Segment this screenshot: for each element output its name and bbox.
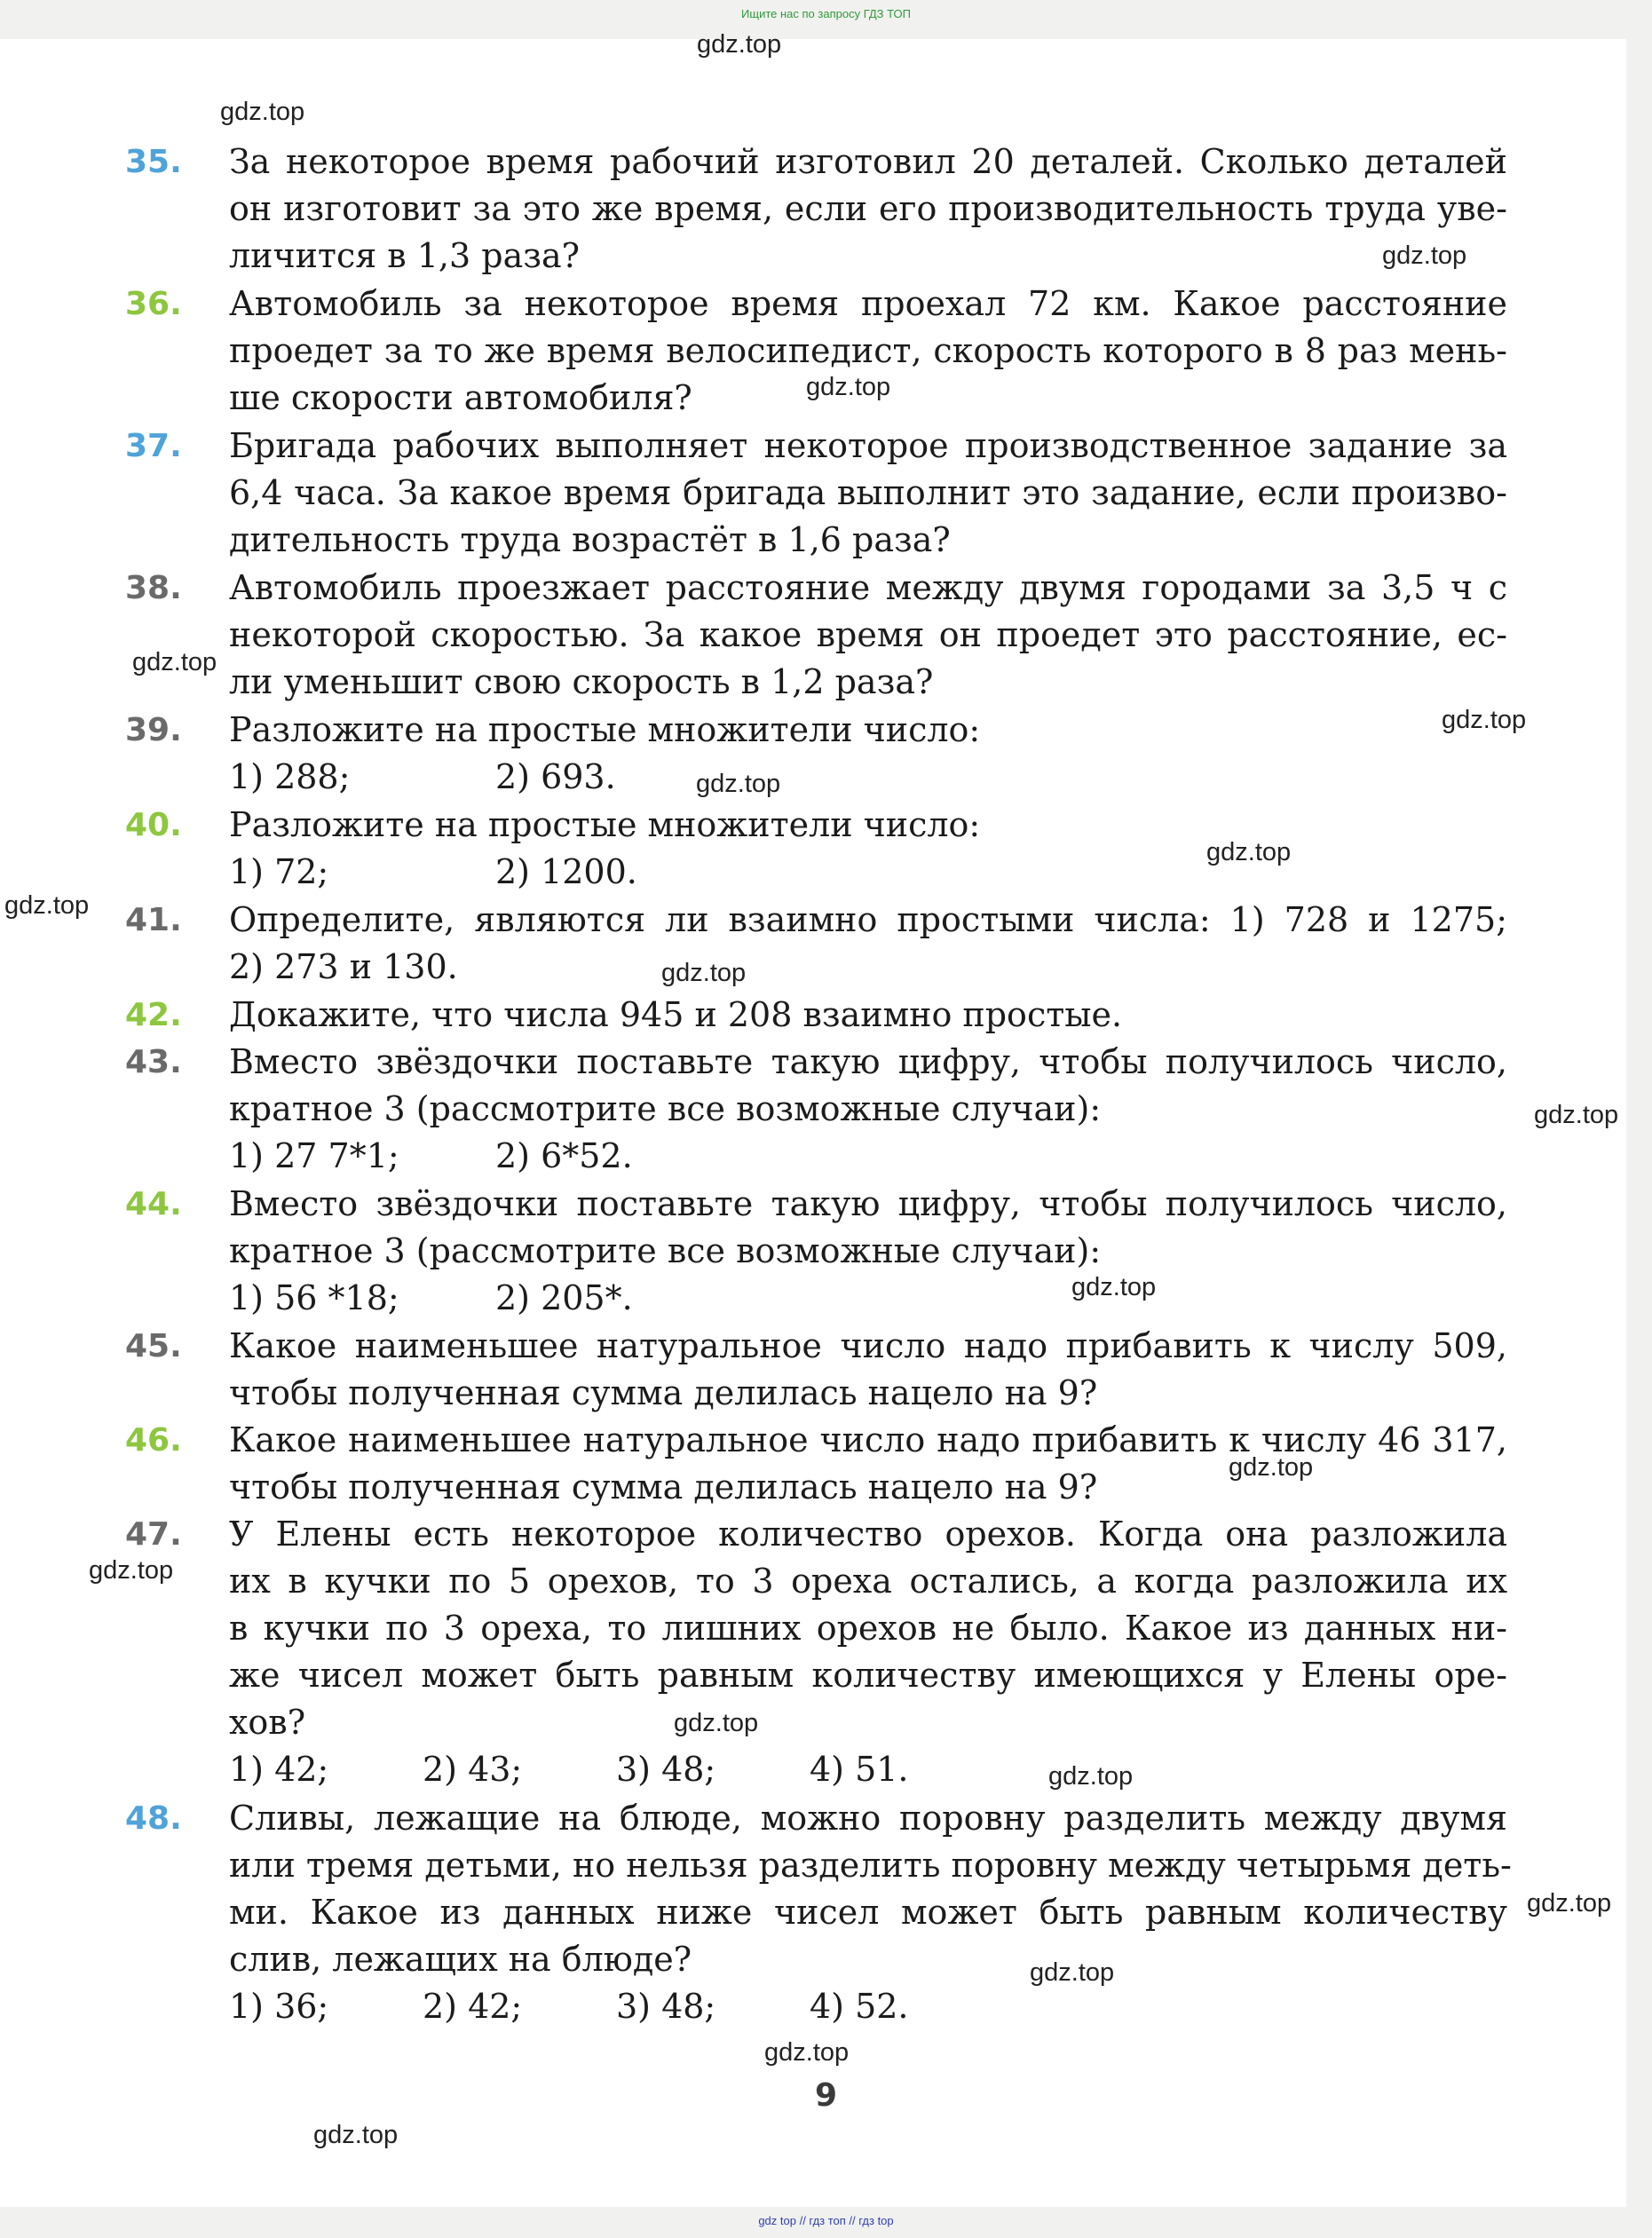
problem-line: Определите, являются ли взаимно простыми числа: 1) 728 и 1275; bbox=[229, 900, 1507, 939]
footer-note: gdz top // гдз топ // гдз top bbox=[758, 2214, 894, 2227]
watermark: gdz.top bbox=[806, 373, 891, 401]
problem-number: 36. bbox=[125, 286, 182, 322]
answer-option: 3) 48; bbox=[616, 1987, 716, 2026]
answer-option: 1) 72; bbox=[229, 852, 329, 891]
problem-number: 38. bbox=[125, 570, 182, 606]
watermark: gdz.top bbox=[89, 1556, 174, 1585]
problem-number: 40. bbox=[125, 807, 182, 843]
problem-line: Автомобиль за некоторое время проехал 72 км. Какое расстояние bbox=[229, 284, 1507, 323]
problem-line: Разложите на простые множители число: bbox=[229, 710, 981, 749]
answer-options bbox=[229, 1133, 1507, 1180]
answer-option: 2) 42; bbox=[423, 1987, 523, 2026]
watermark: gdz.top bbox=[1442, 706, 1527, 734]
problem-line: их в кучки по 5 орехов, то 3 ореха остались, а когда разложила их bbox=[229, 1562, 1507, 1601]
problem-line: Разложите на простые множители число: bbox=[229, 805, 981, 844]
problem-line: Автомобиль проезжает расстояние между двумя городами за 3,5 ч с bbox=[229, 568, 1507, 607]
watermark: gdz.top bbox=[4, 891, 90, 920]
answer-options bbox=[229, 1983, 1507, 2030]
answer-option: 2) 43; bbox=[423, 1750, 523, 1789]
watermark: gdz.top bbox=[1527, 1889, 1612, 1918]
answer-options bbox=[229, 1746, 1507, 1793]
watermark: gdz.top bbox=[697, 30, 782, 59]
problem-text bbox=[229, 802, 1507, 896]
problem-text bbox=[229, 1039, 1507, 1180]
problem-text bbox=[229, 1417, 1507, 1511]
problem-number: 39. bbox=[125, 712, 182, 748]
problem-line: ли уменьшит свою скорость в 1,2 раза? bbox=[229, 662, 934, 701]
watermark: gdz.top bbox=[674, 1709, 759, 1737]
answer-option: 1) 288; bbox=[229, 757, 351, 796]
problem-text bbox=[229, 707, 1507, 801]
problem-line: ми. Какое из данных ниже чисел может быть равным количеству bbox=[229, 1893, 1507, 1932]
problem-line: же чисел может быть равным количеству имеющихся у Елены оре- bbox=[229, 1656, 1507, 1695]
watermark: gdz.top bbox=[661, 959, 747, 987]
watermark: gdz.top bbox=[1206, 838, 1292, 866]
problem-text bbox=[229, 138, 1507, 280]
answer-option: 4) 51. bbox=[810, 1750, 909, 1789]
problem-line: Вместо звёздочки поставьте такую цифру, чтобы получилось число, bbox=[229, 1184, 1507, 1223]
problem-line: За некоторое время рабочий изготовил 20 деталей. Сколько деталей bbox=[229, 142, 1507, 181]
answer-options bbox=[229, 1275, 1507, 1322]
problem-line: он изготовит за это же время, если его производительность труда уве- bbox=[229, 189, 1507, 228]
problem-line: Вместо звёздочки поставьте такую цифру, чтобы получилось число, bbox=[229, 1042, 1507, 1081]
problem-text bbox=[229, 1511, 1507, 1793]
watermark: gdz.top bbox=[313, 2121, 399, 2149]
problem-line: слив, лежащих на блюде? bbox=[229, 1940, 692, 1979]
problem-line: Какое наименьшее натуральное число надо прибавить к числу 509, bbox=[229, 1326, 1507, 1365]
problem-line: личится в 1,3 раза? bbox=[229, 236, 580, 275]
problem-text bbox=[229, 992, 1507, 1039]
watermark: gdz.top bbox=[1229, 1453, 1314, 1482]
problem-text bbox=[229, 1323, 1507, 1417]
problem-line: Сливы, лежащие на блюде, можно поровну разделить между двумя bbox=[229, 1799, 1507, 1838]
problem-line: Докажите, что числа 945 и 208 взаимно простые. bbox=[229, 995, 1123, 1034]
header-note: Ищите нас по запросу ГДЗ ТОП bbox=[741, 7, 911, 20]
problem-line: некоторой скоростью. За какое время он проедет это расстояние, ес- bbox=[229, 615, 1507, 654]
problem-line: кратное 3 (рассмотрите все возможные случаи): bbox=[229, 1231, 1102, 1270]
problem-number: 47. bbox=[125, 1516, 182, 1553]
problem-number: 46. bbox=[125, 1422, 182, 1459]
problem-text bbox=[229, 423, 1507, 564]
problem-text bbox=[229, 897, 1507, 991]
problem-line: 2) 273 и 130. bbox=[229, 947, 458, 986]
answer-option: 1) 36; bbox=[229, 1987, 329, 2026]
problem-number: 41. bbox=[125, 902, 182, 938]
problem-line: 6,4 часа. За какое время бригада выполнит это задание, если произво- bbox=[229, 473, 1507, 512]
answer-options bbox=[229, 754, 1507, 801]
problem-line: чтобы полученная сумма делилась нацело на 9? bbox=[229, 1467, 1098, 1506]
watermark: gdz.top bbox=[220, 98, 305, 126]
problem-number: 42. bbox=[125, 997, 182, 1033]
problem-line: У Елены есть некоторое количество орехов. Когда она разложила bbox=[229, 1514, 1507, 1554]
answer-options bbox=[229, 849, 1507, 896]
problem-text bbox=[229, 1795, 1512, 2030]
problem-text bbox=[229, 565, 1507, 706]
watermark: gdz.top bbox=[1030, 1958, 1115, 1987]
problem-number: 43. bbox=[125, 1044, 182, 1080]
problem-line: кратное 3 (рассмотрите все возможные случаи): bbox=[229, 1089, 1102, 1128]
answer-option: 1) 56 *18; bbox=[229, 1278, 399, 1317]
watermark: gdz.top bbox=[764, 2038, 850, 2067]
watermark: gdz.top bbox=[1534, 1101, 1619, 1129]
problem-number: 35. bbox=[125, 144, 182, 180]
problem-number: 37. bbox=[125, 428, 182, 464]
page-number: 9 bbox=[814, 2077, 838, 2114]
answer-option: 1) 27 7*1; bbox=[229, 1136, 399, 1175]
answer-option: 2) 205*. bbox=[495, 1278, 633, 1317]
problem-line: Бригада рабочих выполняет некоторое производственное задание за bbox=[229, 426, 1507, 465]
watermark: gdz.top bbox=[696, 770, 781, 798]
problem-line: в кучки по 3 ореха, то лишних орехов не было. Какое из данных ни- bbox=[229, 1609, 1507, 1648]
answer-option: 2) 6*52. bbox=[495, 1136, 633, 1175]
problem-line: дительность труда возрастёт в 1,6 раза? bbox=[229, 520, 951, 559]
problem-line: проедет за то же время велосипедист, скорость которого в 8 раз мень- bbox=[229, 331, 1507, 370]
problem-line: ше скорости автомобиля? bbox=[229, 378, 692, 417]
answer-option: 1) 42; bbox=[229, 1750, 329, 1789]
problem-line: Какое наименьшее натуральное число надо прибавить к числу 46 317, bbox=[229, 1420, 1507, 1459]
answer-option: 4) 52. bbox=[810, 1987, 909, 2026]
problem-line: чтобы полученная сумма делилась нацело на 9? bbox=[229, 1373, 1098, 1412]
answer-option: 3) 48; bbox=[616, 1750, 716, 1789]
watermark: gdz.top bbox=[1382, 241, 1467, 270]
problem-number: 45. bbox=[125, 1328, 182, 1364]
answer-option: 2) 1200. bbox=[495, 852, 637, 891]
problem-line: хов? bbox=[229, 1703, 306, 1742]
problem-line: или тремя детьми, но нельзя разделить поровну между четырьмя деть- bbox=[229, 1846, 1512, 1885]
answer-option: 2) 693. bbox=[495, 757, 616, 796]
watermark: gdz.top bbox=[1048, 1762, 1134, 1791]
problem-number: 44. bbox=[125, 1186, 182, 1222]
watermark: gdz.top bbox=[132, 648, 217, 676]
problem-number: 48. bbox=[125, 1800, 182, 1837]
problem-text bbox=[229, 1181, 1507, 1322]
watermark: gdz.top bbox=[1071, 1273, 1157, 1301]
